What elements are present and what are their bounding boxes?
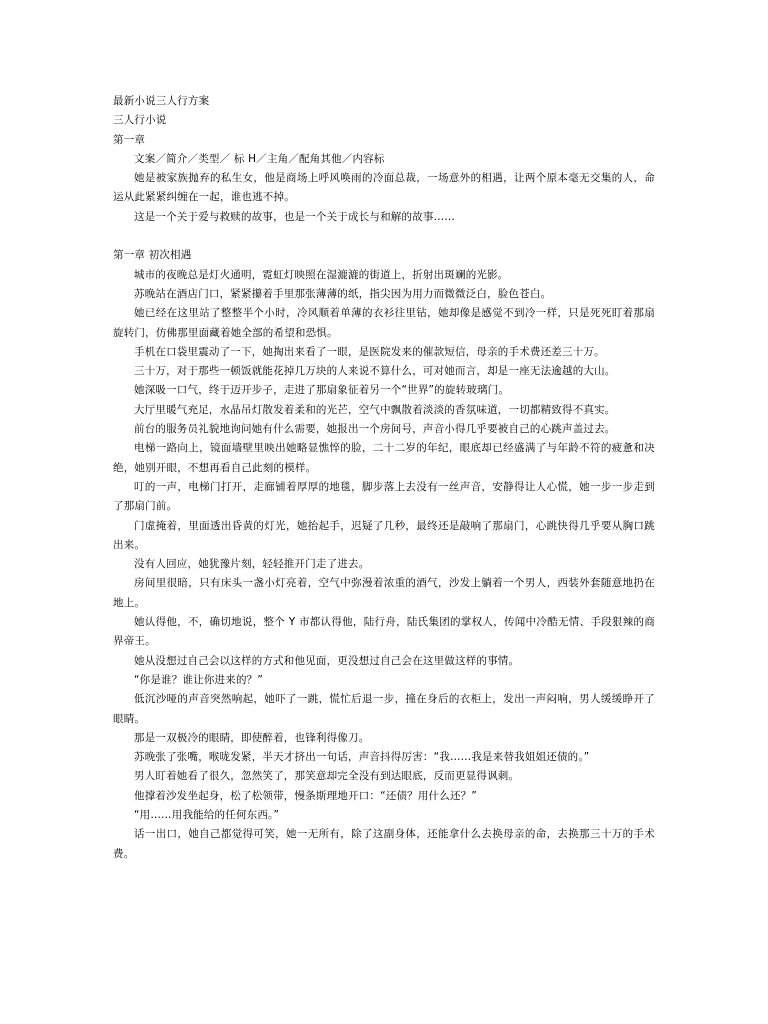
paragraph: 门虚掩着，里面透出昏黄的灯光，她抬起手，迟疑了几秒，最终还是敲响了那扇门，心跳快得几乎要从胸口跳出来。 [113,519,655,551]
paragraph: 话一出口，她自己都觉得可笑，她一无所有，除了这副身体，还能拿什么去换母亲的命，去换那三十万的手术费。 [113,828,655,860]
paragraph: 电梯一路向上，镜面墙壁里映出她略显憔悴的脸，二十二岁的年纪，眼底却已经盛满了与年龄不符的疲惫和决绝，她别开眼，不想再看自己此刻的模样。 [113,442,655,474]
paragraph: 苏晚张了张嘴，喉咙发紧，半天才挤出一句话，声音抖得厉害：“我……我是来替我姐姐还债的。” [134,751,590,764]
document-title: 最新小说三人行方案 [113,95,210,107]
document-body [113,92,655,864]
section-heading: 第一章 初次相遇 [113,249,192,262]
paragraph: 她已经在这里站了整整半个小时，冷风顺着单薄的衣衫往里钻，她却像是感觉不到冷一样，只是死死盯着那扇旋转门，仿佛那里面藏着她全部的希望和恐惧。 [113,307,655,339]
paragraph: 他撑着沙发坐起身，松了松领带，慢条斯理地开口：“还债？用什么还？” [134,789,477,802]
paragraph: 她深吸一口气，终于迈开步子，走进了那扇象征着另一个“世界”的旋转玻璃门。 [134,384,510,397]
paragraph: “你是谁？谁让你进来的？” [134,673,263,686]
paragraph: 大厅里暖气充足，水晶吊灯散发着柔和的光芒，空气中飘散着淡淡的香氛味道，一切都精致得不真实。 [134,403,616,416]
paragraph: 苏晚站在酒店门口，紧紧攥着手里那张薄薄的纸，指尖因为用力而微微泛白，脸色苍白。 [134,287,552,300]
paragraph: 三十万，对于那些一顿饭就能花掉几万块的人来说不算什么，可对她而言，却是一座无法逾越的大山。 [134,365,616,378]
dialogue-line: 那是一双极冷的眼睛，即使醉着，也锋利得像刀。 [134,731,370,744]
paragraph: 城市的夜晚总是灯火通明，霓虹灯映照在湿漉漉的街道上，折射出斑斓的光影。 [134,268,509,281]
paragraph: 她从没想过自己会以这样的方式和他见面，更没想过自己会在这里做这样的事情。 [134,654,520,667]
paragraph: “用……用我能给的任何东西。” [134,808,280,821]
paragraph: 叮的一声，电梯门打开，走廊铺着厚厚的地毯，脚步落上去没有一丝声音，安静得让人心慌，她一步一步走到了那扇门前。 [113,480,655,513]
document-subtitle: 三人行小说 [113,114,167,127]
paragraph: 这是一个关于爱与救赎的故事，也是一个关于成长与和解的故事…… [134,210,455,223]
paragraph: 前台的服务员礼貌地询问她有什么需要，她报出一个房间号，声音小得几乎要被自己的心跳声盖过去。 [134,423,616,436]
paragraph: 她认得他，不，确切地说，整个 Y 市都认得他，陆行舟，陆氏集团的掌权人，传闻中冷酷无情、手段狠辣的商界帝王。 [113,616,655,648]
paragraph: 男人盯着她看了很久，忽然笑了，那笑意却完全没有到达眼底，反而更显得讽刺。 [134,770,520,783]
paragraph: 她是被家族抛弃的私生女，他是商场上呼风唤雨的冷面总裁，一场意外的相遇，让两个原本毫无交集的人，命运从此紧紧纠缠在一起，谁也逃不掉。 [113,172,655,204]
paragraph: 低沉沙哑的声音突然响起，她吓了一跳，慌忙后退一步，撞在身后的衣柜上，发出一声闷响，男人缓缓睁开了眼睛。 [113,693,655,725]
paragraph: 房间里很暗，只有床头一盏小灯亮着，空气中弥漫着浓重的酒气，沙发上躺着一个男人，西装外套随意地扔在地上。 [113,577,655,609]
paragraph: 手机在口袋里震动了一下，她掏出来看了一眼，是医院发来的催款短信，母亲的手术费还差三十万。 [134,345,605,358]
blank-line [113,227,655,246]
dialogue-line: 没有人回应，她犹豫片刻，轻轻推开门走了进去。 [134,558,370,571]
chapter-label: 第一章 [113,133,146,146]
paragraph: 文案／简介／类型／ 标 H／主角／配角其他／内容标 [134,152,385,165]
